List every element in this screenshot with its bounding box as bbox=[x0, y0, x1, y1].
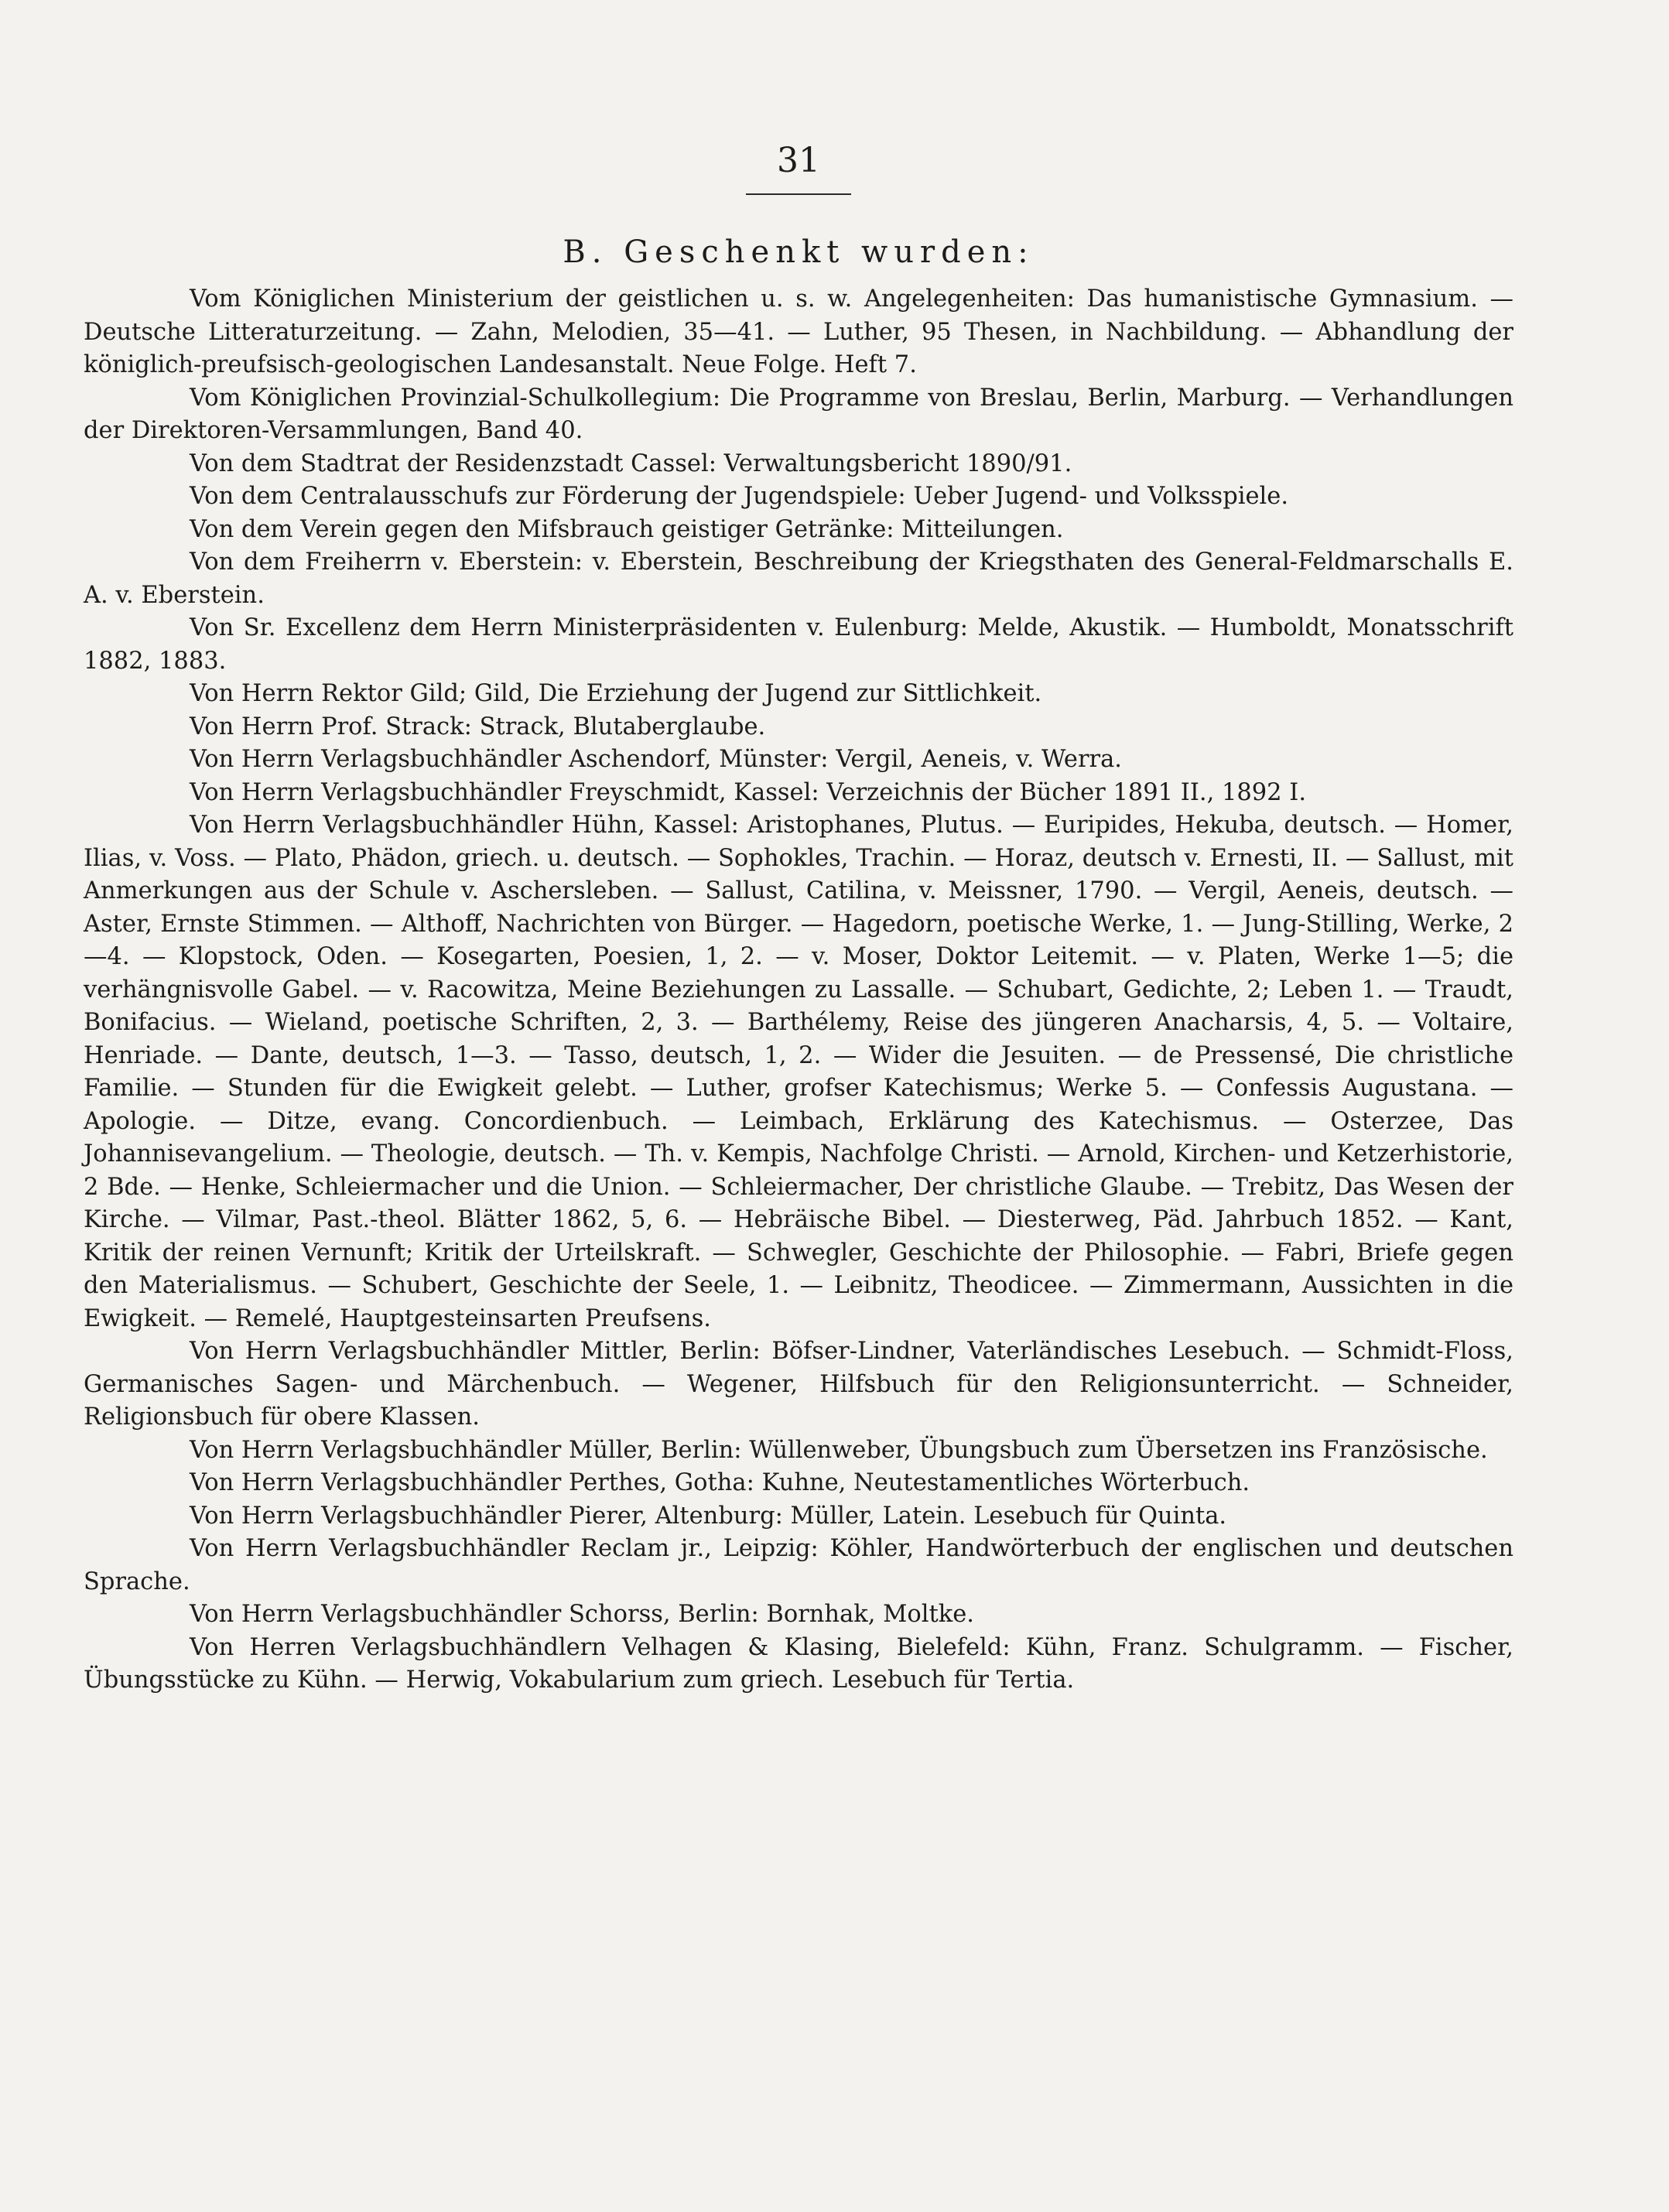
entry: Von Herrn Verlagsbuchhändler Aschendorf, Münster: Vergil, Aeneis, v. Werra. bbox=[190, 746, 1122, 773]
entry: Von Herren Verlagsbuchhändlern Velhagen & Klasing, Bielefeld: Kühn, Franz. Schulgramm. — Fischer, Übungsstücke zu Kühn. — Herwig, Vokabularium zum griech. Lesebuch für Tertia. bbox=[84, 1633, 1513, 1694]
entry: Von dem Verein gegen den Mifsbrauch geistiger Getränke: Mitteilungen. bbox=[190, 515, 1064, 543]
page-number-text: 31 bbox=[777, 141, 820, 180]
document-page bbox=[84, 139, 1513, 1697]
entry: Von Herrn Verlagsbuchhändler Hühn, Kassel: Aristophanes, Plutus. — Euripides, Hekuba, deutsch. — Homer, Ilias, v. Voss. — Plato, Phädon, griech. u. deutsch. — Sophokles, Trachin. — Horaz, deutsch v. Ernesti, II. — Sallust, mit Anmerkungen aus der Schule v. Aschersleben. — Sallust, Catilina, v. Meissner, 1790. — Vergil, Aeneis, deutsch. — Aster, Ernste Stimmen. — Althoff, Nachrichten von Bürger. — Hagedorn, poetische Werke, 1. — Jung-Stilling, Werke, 2—4. — Klopstock, Oden. — Kosegarten, Poesien, 1, 2. — v. Moser, Doktor Leitemit. — v. Platen, Werke 1—5; die verhängnisvolle Gabel. — v. Racowitza, Meine Beziehungen zu Lassalle. — Schubart, Gedichte, 2; Leben 1. — Traudt, Bonifacius. — Wieland, poetische Schriften, 2, 3. — Barthélemy, Reise des jüngeren Anacharsis, 4, 5. — Voltaire, Henriade. — Dante, deutsch, 1—3. — Tasso, deutsch, 1, 2. — Wider die Jesuiten. — de Pressensé, Die christliche Familie. — Stunden für die Ewigkeit gelebt. — Luther, grofser Katechismus; Werke 5. — Confessis Augustana. — Apologie. — Ditze, evang. Concordienbuch. — Leimbach, Erklärung des Katechismus. — Osterzee, Das Johannisevangelium. — Theologie, deutsch. — Th. v. Kempis, Nachfolge Christi. — Arnold, Kirchen- und Ketzerhistorie, 2 Bde. — Henke, Schleiermacher und die Union. — Schleiermacher, Der christliche Glaube. — Trebitz, Das Wesen der Kirche. — Vilmar, Past.-theol. Blätter 1862, 5, 6. — Hebräische Bibel. — Diesterweg, Päd. Jahrbuch 1852. — Kant, Kritik der reinen Vernunft; Kritik der Urteilskraft. — Schwegler, Geschichte der Philosophie. — Fabri, Briefe gegen den Materialismus. — Schubert, Geschichte der Seele, 1. — Leibnitz, Theodicee. — Zimmermann, Aussichten in die Ewigkeit. — Remelé, Hauptgesteinsarten Preufsens. bbox=[84, 812, 1513, 1332]
entry: Von Herrn Verlagsbuchhändler Mittler, Berlin: Böfser-Lindner, Vaterländisches Lesebuch. — Schmidt-Floss, Germanisches Sagen- und Märchenbuch. — Wegener, Hilfsbuch für den Religionsunterricht. — Schneider, Religionsbuch für obere Klassen. bbox=[84, 1338, 1513, 1431]
entry: Von Herrn Verlagsbuchhändler Pierer, Altenburg: Müller, Latein. Lesebuch für Quinta. bbox=[190, 1502, 1227, 1530]
entry: Von Herrn Verlagsbuchhändler Freyschmidt, Kassel: Verzeichnis der Bücher 1891 II., 1892 I. bbox=[190, 778, 1307, 806]
entry: Von Sr. Excellenz dem Herrn Ministerpräsidenten v. Eulenburg: Melde, Akustik. — Humboldt, Monatsschrift 1882, 1883. bbox=[84, 614, 1513, 675]
entry: Vom Königlichen Provinzial-Schulkollegium: Die Programme von Breslau, Berlin, Marburg. — Verhandlungen der Direktoren-Versammlungen, Band 40. bbox=[84, 384, 1513, 444]
entry: Von Herrn Rektor Gild; Gild, Die Erziehung der Jugend zur Sittlichkeit. bbox=[190, 680, 1042, 707]
donation-entries bbox=[84, 283, 1513, 1697]
entry: Von dem Freiherrn v. Eberstein: v. Eberstein, Beschreibung der Kriegsthaten des General-Feldmarschalls E. A. v. Eberstein. bbox=[84, 549, 1513, 609]
page-number-rule bbox=[746, 193, 851, 195]
entry: Von Herrn Verlagsbuchhändler Perthes, Gotha: Kuhne, Neutestamentliches Wörterbuch. bbox=[190, 1469, 1250, 1496]
page-number bbox=[84, 139, 1513, 195]
section-heading: B. Geschenkt wurden: bbox=[563, 234, 1035, 270]
entry: Von Herrn Verlagsbuchhändler Schorss, Berlin: Bornhak, Moltke. bbox=[190, 1601, 974, 1628]
entry: Von Herrn Verlagsbuchhändler Reclam jr., Leipzig: Köhler, Handwörterbuch der englischen und deutschen Sprache. bbox=[84, 1535, 1513, 1595]
entry: Von Herrn Verlagsbuchhändler Müller, Berlin: Wüllenweber, Übungsbuch zum Übersetzen ins Französische. bbox=[190, 1436, 1488, 1464]
entry: Von dem Centralausschufs zur Förderung der Jugendspiele: Ueber Jugend- und Volksspiele. bbox=[190, 483, 1289, 510]
entry: Vom Königlichen Ministerium der geistlichen u. s. w. Angelegenheiten: Das humanistische Gymnasium. — Deutsche Litteraturzeitung. — Zahn, Melodien, 35—41. — Luther, 95 Thesen, in Nachbildung. — Abhandlung der königlich-preufsisch-geologischen Landesanstalt. Neue Folge. Heft 7. bbox=[84, 285, 1513, 378]
entry: Von dem Stadtrat der Residenzstadt Cassel: Verwaltungsbericht 1890/91. bbox=[190, 450, 1072, 477]
entry: Von Herrn Prof. Strack: Strack, Blutaberglaube. bbox=[190, 713, 766, 740]
